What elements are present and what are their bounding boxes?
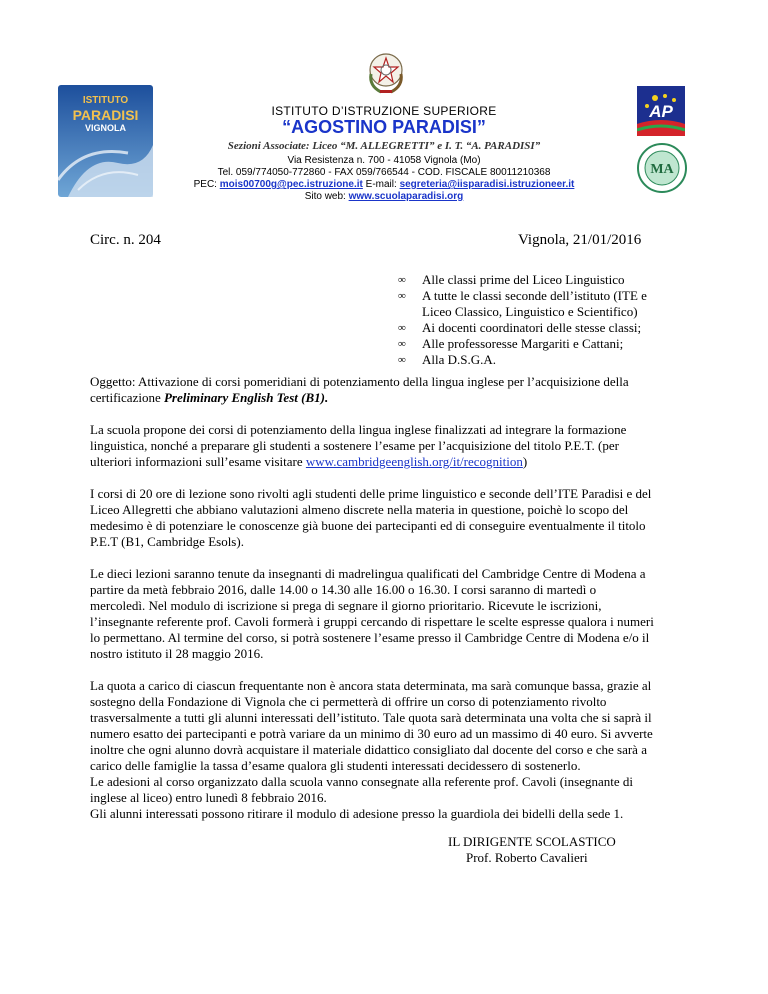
paragraph-lessons: Le dieci lezioni saranno tenute da insegnanti di madrelingua qualificati del Cambridge Centre di Modena a partire da metà febbraio 2016, dalle 14.00 o 14.30 alle 16.00 o 16.30. I corsi saranno di martedì o mercoledì. Nel modulo di iscrizione si prega di segnare il giorno prioritario. Ricevute le iscrizioni, l’insegnante referente prof. Cavoli formerà i gruppi cercando di rispettare le scelte espresse qualora i numeri lo permettano. Al termine del corso, si potrà sostenere l’esame presso il Cambridge Centre di Modena e/o il nostro istituto il 28 maggio 2016. — [90, 566, 654, 661]
italian-republic-emblem — [363, 48, 409, 96]
email-label: E-mail: — [365, 179, 397, 190]
list-item: ∞ A tutte le classi seconde dell’istituto (ITE e — [398, 288, 647, 303]
signature-role: IL DIRIGENTE SCOLASTICO — [448, 834, 616, 849]
infinity-bullet-icon: ∞ — [398, 338, 406, 350]
school-website — [0, 191, 768, 202]
school-address: Via Resistenza n. 700 - 41058 Vignola (Mo) — [287, 155, 481, 166]
pec-email-link[interactable]: mois00700g@pec.istruzione.it — [219, 179, 363, 190]
infinity-bullet-icon: ∞ — [398, 274, 406, 286]
infinity-bullet-icon: ∞ — [398, 354, 406, 366]
cambridge-link[interactable]: www.cambridgeenglish.org/it/recognition — [305, 454, 523, 469]
paragraph-intro: La scuola propone dei corsi di potenziamento della lingua inglese finalizzati ad integrare la formazione linguistica, nonché a preparare gli studenti a sostenere l’esame per l’acquisizione del titolo P.E.T. (per ulteriori informazioni sull’esame visitare www.cambridgeenglish.org/it/recognition) — [90, 422, 627, 469]
circular-number: Circ. n. 204 — [90, 232, 161, 248]
logo-line2: PARADISI — [72, 107, 139, 123]
list-item: ∞ Alle classi prime del Liceo Linguistico — [398, 272, 625, 287]
email-link[interactable]: segreteria@iisparadisi.istruzioneer.it — [399, 179, 575, 190]
logo-line1: ISTITUTO — [82, 95, 129, 106]
recipients-list — [398, 272, 738, 368]
pec-label: PEC: — [193, 179, 217, 190]
school-emails — [0, 179, 768, 190]
ap-logo-text: AP — [649, 102, 673, 121]
list-item: ∞ Alla D.S.G.A. — [398, 352, 497, 367]
place-date: Vignola, 21/01/2016 — [518, 232, 642, 248]
svg-text:MA: MA — [650, 162, 674, 177]
school-name: “AGOSTINO PARADISI” — [282, 117, 486, 137]
school-sections: Sezioni Associate: Liceo “M. ALLEGRETTI” e I. T. “A. PARADISI” — [227, 140, 541, 152]
certification-name: Preliminary English Test (B1). — [163, 390, 329, 405]
subject: Oggetto: Attivazione di corsi pomeridiani di potenziamento della lingua inglese per l’acquisizione della certificazione Preliminary English Test (B1). — [90, 374, 629, 405]
paragraph-fees: La quota a carico di ciascun frequentante non è ancora stata determinata, ma sarà comunque bassa, grazie al sostegno della Fondazione di Vignola che ci permetterà di offrire un corso di potenziamento rivolto trasversalmente a tutti gli alunni interessati dell’istituto. Tale quota sarà determinata una volta che si saprà il numero esatto dei partecipanti e potrà variare da un minimo di 30 euro ad un massimo di 40 euro. Si avverte inoltre che ogni alunno dovrà acquistare il materiale didattico consigliato dal docente del corso e che sarà a carico delle famiglie la tassa d’esame qualora gli studenti interessati decidessero di sostenerlo. Le adesioni al corso organizzato dalla scuola vanno consegnate alla referente prof. Cavoli (insegnante di inglese al liceo) entro lunedì 8 febbraio 2016. Gli alunni interessati possono ritirare il modulo di adesione presso la guardiola dei bidelli della sede 1. — [90, 678, 653, 821]
list-item: ∞ Ai docenti coordinatori delle stesse classi; — [398, 320, 642, 335]
list-item: Liceo Classico, Linguistico e Scientifico) — [422, 304, 638, 319]
school-phones: Tel. 059/774050-772860 - FAX 059/766544 - COD. FISCALE 80011210368 — [217, 167, 551, 178]
site-link[interactable]: www.scuolaparadisi.org — [348, 191, 464, 202]
infinity-bullet-icon: ∞ — [398, 322, 406, 334]
paragraph-courses: I corsi di 20 ore di lezione sono rivolti agli studenti delle prime linguistico e seconde dell’ITE Paradisi e del Liceo Allegretti che abbiano valutazioni almeno discrete nella materia in questione, poichè lo scopo del medesimo è di potenziare le conoscenze già buone dei partecipanti ed di conseguire eventualmente il titolo P.E.T (B1, Cambridge Esols). — [90, 486, 652, 549]
infinity-bullet-icon: ∞ — [398, 290, 406, 302]
signature-name: Prof. Roberto Cavalieri — [466, 850, 588, 865]
site-label: Sito web: — [304, 191, 346, 202]
list-item: ∞ Alle professoresse Margariti e Cattani; — [398, 336, 624, 351]
logo-line3: VIGNOLA — [84, 123, 126, 133]
school-type: ISTITUTO D’ISTRUZIONE SUPERIORE — [271, 104, 497, 118]
